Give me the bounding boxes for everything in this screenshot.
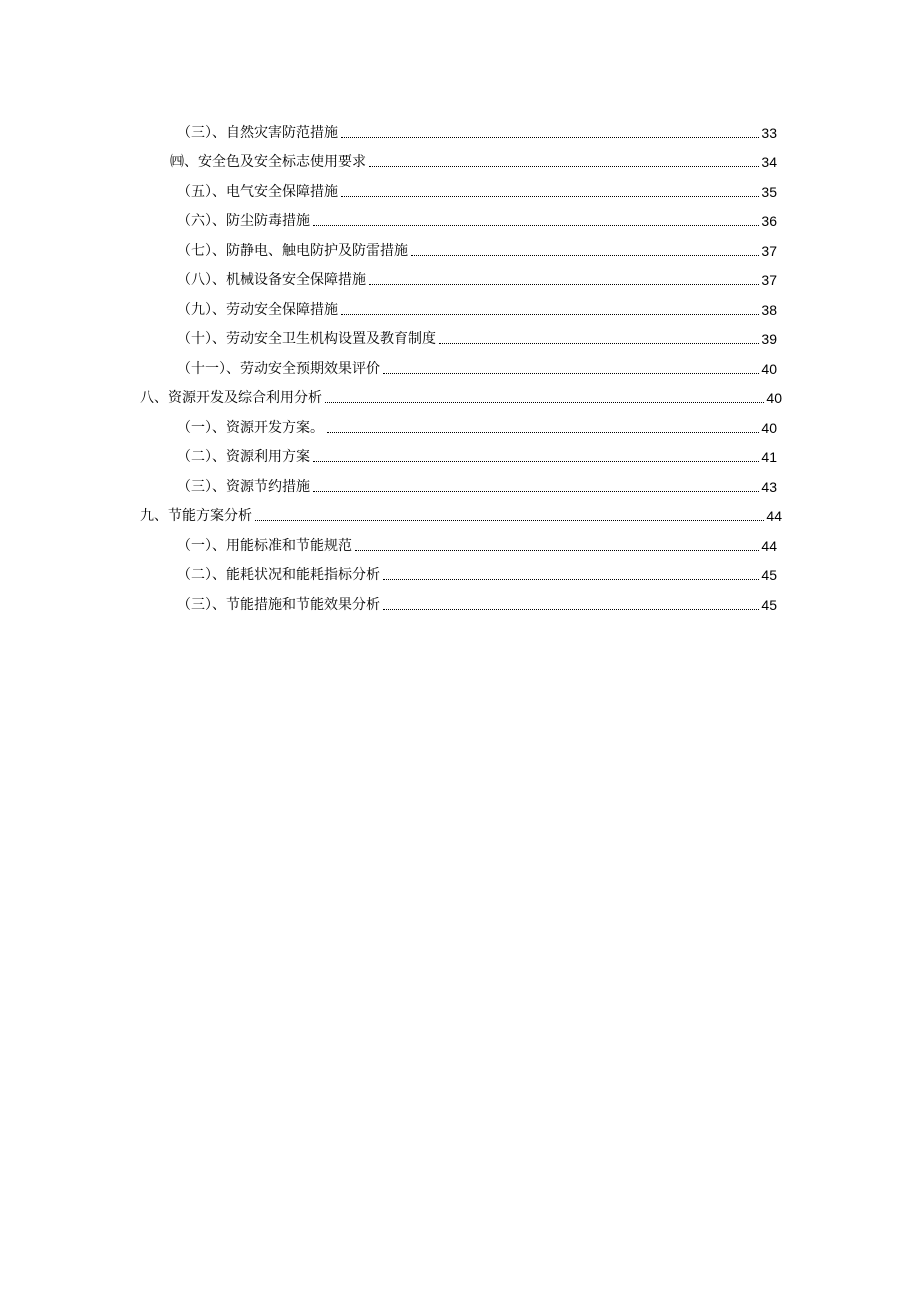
- toc-leader-dots: [383, 373, 759, 374]
- toc-chapter-entry[interactable]: [140, 503, 782, 525]
- toc-entry-label: （七）、防静电、触电防护及防雷措施: [177, 243, 408, 259]
- toc-entry-page: 37: [761, 243, 777, 259]
- toc-entry-page: 34: [761, 154, 777, 170]
- toc-entry-page: 45: [761, 567, 777, 583]
- toc-entry-page: 40: [766, 390, 782, 406]
- toc-leader-dots: [369, 284, 759, 285]
- toc-leader-dots: [411, 255, 759, 256]
- toc-leader-dots: [355, 550, 759, 551]
- toc-entry-page: 35: [761, 184, 777, 200]
- toc-entry-page: 45: [761, 597, 777, 613]
- toc-entry-page: 38: [761, 302, 777, 318]
- toc-entry-label: （六）、防尘防毒措施: [177, 213, 310, 229]
- toc-entry[interactable]: [177, 415, 777, 437]
- toc-entry-label: （八）、机械设备安全保障措施: [177, 272, 366, 288]
- toc-entry-label: ㈣、安全色及安全标志使用要求: [170, 154, 366, 170]
- toc-entry[interactable]: [177, 356, 777, 378]
- toc-entry[interactable]: [177, 267, 777, 289]
- toc-entry-page: 41: [761, 449, 777, 465]
- toc-entry[interactable]: [177, 179, 777, 201]
- toc-leader-dots: [341, 137, 759, 138]
- toc-leader-dots: [313, 491, 759, 492]
- toc-entry-label: （三）、节能措施和节能效果分析: [177, 597, 380, 613]
- toc-entry[interactable]: [177, 592, 777, 614]
- toc-entry-page: 39: [761, 331, 777, 347]
- toc-entry[interactable]: [177, 444, 777, 466]
- toc-entry-page: 33: [761, 125, 777, 141]
- toc-leader-dots: [383, 579, 759, 580]
- toc-entry-label: （三）、资源节约措施: [177, 479, 310, 495]
- toc-leader-dots: [341, 196, 759, 197]
- toc-entry-page: 40: [761, 420, 777, 436]
- toc-leader-dots: [341, 314, 759, 315]
- toc-leader-dots: [313, 461, 759, 462]
- toc-entry[interactable]: [177, 297, 777, 319]
- toc-entry-label: （一）、资源开发方案。: [177, 420, 324, 436]
- toc-entry-page: 40: [761, 361, 777, 377]
- toc-entry-label: （一）、用能标准和节能规范: [177, 538, 352, 554]
- toc-entry-page: 43: [761, 479, 777, 495]
- toc-entry[interactable]: [177, 474, 777, 496]
- toc-entry-label: 九、节能方案分析: [140, 508, 252, 524]
- toc-entry[interactable]: [177, 120, 777, 142]
- toc-entry-label: （三）、自然灾害防范措施: [177, 125, 338, 141]
- toc-leader-dots: [383, 609, 759, 610]
- toc-entry-page: 44: [766, 508, 782, 524]
- toc-entry-label: （二）、能耗状况和能耗指标分析: [177, 567, 380, 583]
- toc-leader-dots: [313, 225, 759, 226]
- toc-entry[interactable]: [177, 238, 777, 260]
- toc-leader-dots: [369, 166, 759, 167]
- toc-leader-dots: [439, 343, 759, 344]
- toc-entry-page: 44: [761, 538, 777, 554]
- toc-entry-label: （五）、电气安全保障措施: [177, 184, 338, 200]
- toc-leader-dots: [255, 520, 764, 521]
- toc-entry-label: （二）、资源利用方案: [177, 449, 310, 465]
- toc-entry[interactable]: [170, 149, 777, 171]
- toc-entry-page: 36: [761, 213, 777, 229]
- toc-leader-dots: [325, 402, 764, 403]
- toc-entry-label: 八、资源开发及综合利用分析: [140, 390, 322, 406]
- toc-entry-label: （十）、劳动安全卫生机构设置及教育制度: [177, 331, 436, 347]
- toc-entry-label: （九）、劳动安全保障措施: [177, 302, 338, 318]
- toc-entry[interactable]: [177, 533, 777, 555]
- toc-entry-label: （十一）、劳动安全预期效果评价: [177, 361, 380, 377]
- toc-entry[interactable]: [177, 562, 777, 584]
- toc-entry[interactable]: [177, 208, 777, 230]
- toc-entry[interactable]: [177, 326, 777, 348]
- toc-entry-page: 37: [761, 272, 777, 288]
- toc-chapter-entry[interactable]: [140, 385, 782, 407]
- toc-leader-dots: [327, 432, 759, 433]
